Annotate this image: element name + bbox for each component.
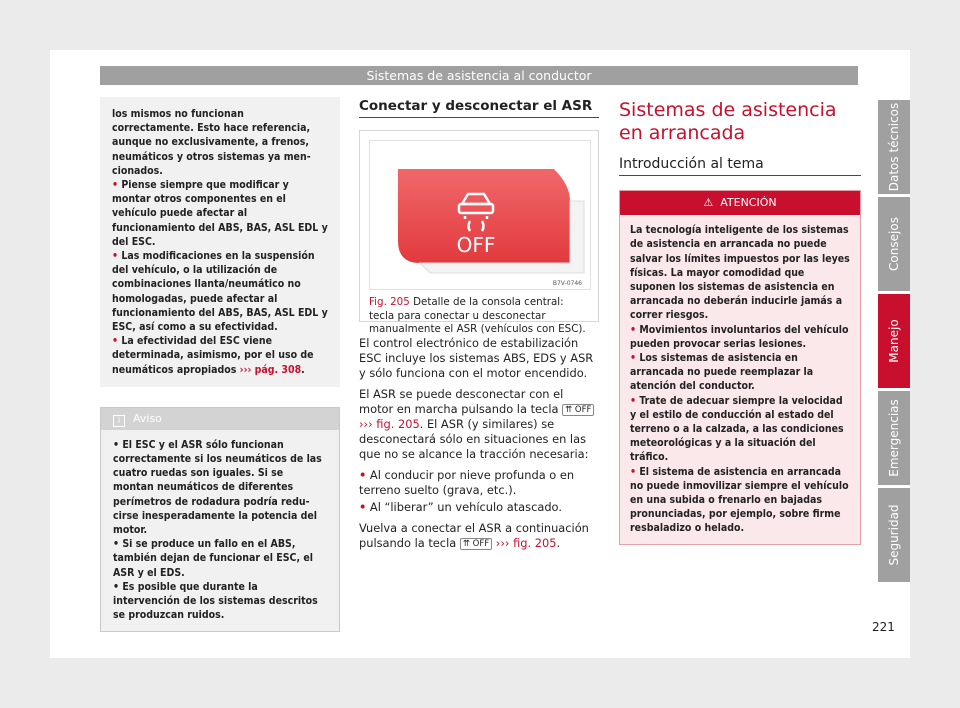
bullet-icon: • xyxy=(630,394,637,407)
list-item: • El sistema de asistencia en arrancada no puede inmovilizar siempre el vehículo en una subida o frenarlo en bajadas pronunciadas, por ejemplo, sobre firme resbaladizo o helado. xyxy=(630,465,849,535)
list-item: • Movimientos involuntarios del vehículo pueden provocar serias lesiones. xyxy=(630,323,849,350)
off-label: OFF xyxy=(456,233,496,258)
figure-link[interactable]: fig. 205 xyxy=(513,536,557,551)
list-item: • Es posible que durante la intervención de los sistemas descritos se produzcan ruidos. xyxy=(113,580,318,622)
bullet-icon: • xyxy=(113,438,120,451)
bullet-icon: • xyxy=(630,352,637,365)
section-body xyxy=(359,336,599,551)
off-key-icon: ⇈ OFF xyxy=(562,404,594,416)
section-title: Introducción al tema xyxy=(619,157,861,176)
bullet-icon: • xyxy=(112,335,119,348)
page-link[interactable]: pág. 308 xyxy=(254,363,302,376)
list-item: • Al “liberar” un vehículo atascado. xyxy=(359,500,562,515)
continued-text: los mismos no funcionan correctamente. Esto hace referencia, aunque no exclusivamente, a frenos, neumáticos y otros sistemas ya mencionados. xyxy=(112,108,311,177)
note-header xyxy=(101,408,339,430)
list-item: • El ESC y el ASR sólo funcionan correctamente si los neumáticos de las cuatro ruedas son iguales. Si se montan neumáticos de diferentes perímetros de rodadura podría reducirse inesperadamente la potencia del motor. xyxy=(113,438,322,537)
column-left xyxy=(100,97,340,632)
bullet-icon: • xyxy=(630,465,637,478)
bullet-icon: • xyxy=(359,468,367,483)
list-item: • Las modificaciones en la suspensión del vehículo, o la utilización de combinaciones llanta/neumático no homologadas, puede afectar al funcionamiento del ABS, BAS, ASL EDL y ESC, así como a su efectividad. xyxy=(112,250,328,334)
note-box xyxy=(100,407,340,632)
list-item: • Los sistemas de asistencia en arrancada no puede reemplazar la atención del conductor. xyxy=(630,352,814,393)
tab-consejos[interactable]: Consejos xyxy=(878,197,910,291)
cross-ref-arrow: ››› xyxy=(359,417,373,432)
list-item: • Si se produce un fallo en el ABS, también dejan de funcionar el ESC, el ASR y el EDS. xyxy=(113,538,313,579)
figure-label: Fig. 205 xyxy=(369,296,410,309)
figure-image xyxy=(369,140,591,290)
paragraph: El control electrónico de estabilización ESC incluye los sistemas ABS, EDS y ASR y sólo funciona con el motor encendido. xyxy=(359,336,594,381)
note-title: Aviso xyxy=(133,411,162,425)
bullet-icon: • xyxy=(113,580,120,593)
warning-body xyxy=(620,215,860,543)
running-header: Sistemas de asistencia al conductor xyxy=(100,66,858,85)
warning-intro: La tecnología inteligente de los sistemas de asistencia en arrancada no puede salvar los límites impuestos por las leyes físicas. La mayor comodidad que suponen los sistemas de asistencia en arrancada no deberán inducirle jamás a correr riesgos. xyxy=(630,224,850,322)
figure-code: B7V-0746 xyxy=(552,280,582,288)
column-middle xyxy=(359,97,599,557)
asr-off-button-illustration xyxy=(370,141,590,289)
section-title: Conectar y desconectar el ASR xyxy=(359,99,599,118)
note-body xyxy=(101,430,339,631)
chapter-title: Sistemas de asistencia en arrancada xyxy=(619,99,837,144)
page-number: 221 xyxy=(872,620,895,634)
tab-seguridad[interactable]: Seguridad xyxy=(878,488,910,582)
cross-ref-arrow: ››› xyxy=(239,363,252,376)
warning-header: ⚠ ATENCIÓN xyxy=(620,191,860,215)
figure-caption: Fig. 205 Detalle de la consola central: tecla para conectar u desconectar manualmente el ASR (vehículos con ESC). xyxy=(369,296,586,336)
continued-warning-box xyxy=(100,97,340,387)
figure xyxy=(359,130,599,336)
warning-triangle-icon: ⚠ xyxy=(703,196,714,210)
bullet-icon: • xyxy=(359,500,367,515)
bullet-icon: • xyxy=(113,538,120,551)
tab-emergencias[interactable]: Emergencias xyxy=(878,391,910,485)
bullet-icon: • xyxy=(112,250,119,263)
bullet-icon: • xyxy=(112,179,119,192)
list-item: • Al conducir por nieve profunda o en terreno suelto (grava, etc.). xyxy=(359,468,575,498)
paragraph: El ASR se puede desconectar con el motor en marcha pulsando la tecla ⇈ OFF ››› fig. 205. El ASR (y similares) se desconectará sólo en situaciones en las que no se alcance la tracción necesaria: xyxy=(359,387,599,462)
tab-manejo[interactable]: Manejo xyxy=(878,294,910,388)
off-key-icon: ⇈ OFF xyxy=(460,538,492,550)
cross-ref-arrow: ››› xyxy=(495,536,510,551)
bullet-icon: • xyxy=(630,323,637,336)
list-item: • Piense siempre que modificar y montar otros componentes en el vehículo puede afectar al funcionamiento del ABS, BAS, ASL EDL y del ESC. xyxy=(112,179,328,248)
tab-datos-tecnicos[interactable]: Datos técnicos xyxy=(878,100,910,194)
warning-box xyxy=(619,190,861,544)
column-right xyxy=(619,97,861,545)
list-item: • Trate de adecuar siempre la velocidad y el estilo de conducción al estado del terreno o a la calzada, a las condiciones meteorológicas y a la situación del tráfico. xyxy=(630,394,844,464)
figure-link[interactable]: fig. 205 xyxy=(376,417,420,432)
info-icon: i xyxy=(113,415,125,427)
list-item: • La efectividad del ESC viene determinada, asimismo, por el uso de neumáticos apropiados ››› pág. 308. xyxy=(112,335,314,376)
paragraph: Vuelva a conectar el ASR a continuación pulsando la tecla ⇈ OFF ››› fig. 205. xyxy=(359,521,589,551)
